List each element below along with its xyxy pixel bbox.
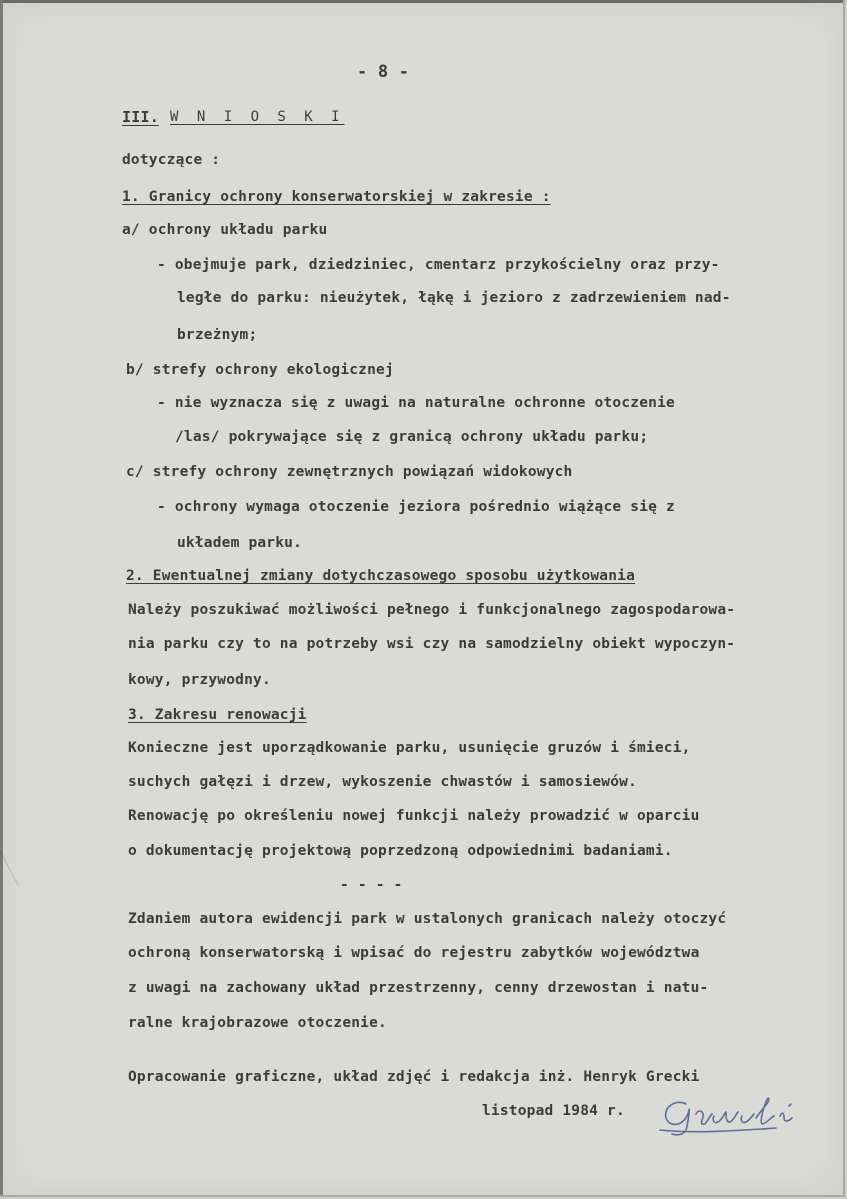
credits-line: Opracowanie graficzne, układ zdjęć i redakcja inż. Henryk Grecki [128, 1069, 700, 1085]
section3-line: o dokumentację projektową poprzedzoną odpowiednimi badaniami. [128, 843, 673, 859]
section1-b-line: - nie wyznacza się z uwagi na naturalne ochronne otoczenie [157, 395, 675, 411]
separator: - - - - [340, 877, 403, 893]
section3-line: suchych gałęzi i drzew, wykoszenie chwastów i samosiewów. [128, 774, 637, 790]
page-edge-top [0, 0, 843, 3]
section2-line: nia parku czy to na potrzeby wsi czy na samodzielny obiekt wypoczyn- [128, 636, 736, 652]
section1-c-label: c/ strefy ochrony zewnętrznych powiązań widokowych [126, 464, 573, 480]
section2-line: Należy poszukiwać możliwości pełnego i funkcjonalnego zagospodarowa- [128, 602, 736, 618]
page-edge-left [0, 0, 3, 1195]
section2-line: kowy, przywodny. [128, 672, 271, 688]
section2-title: 2. Ewentualnej zmiany dotychczasowego sposobu użytkowania [126, 568, 635, 584]
section1-b-label: b/ strefy ochrony ekologicznej [126, 362, 394, 378]
heading-prefix: III. [122, 108, 159, 126]
section3-line: Konieczne jest uporządkowanie parku, usunięcie gruzów i śmieci, [128, 740, 691, 756]
heading-word: W N I O S K I [170, 109, 345, 125]
conclusion-line: Zdaniem autora ewidencji park w ustalonych granicach należy otoczyć [128, 911, 727, 927]
section1-a-line: ległe do parku: nieużytek, łąkę i jezioro z zadrzewieniem nad- [177, 290, 731, 306]
section1-a-line: - obejmuje park, dziedziniec, cmentarz przykościelny oraz przy- [157, 257, 720, 273]
conclusion-line: ochroną konserwatorską i wpisać do rejestru zabytków województwa [128, 945, 700, 961]
section1-a-line: brzeżnym; [177, 327, 258, 343]
section3-line: Renowację po określeniu nowej funkcji należy prowadzić w oparciu [128, 808, 700, 824]
handwritten-signature [656, 1090, 826, 1138]
section1-c-line: - ochrony wymaga otoczenie jeziora pośrednio wiążące się z [157, 499, 675, 515]
section1-title: 1. Granicy ochrony konserwatorskiej w zakresie : [122, 189, 551, 205]
section1-c-line: układem parku. [177, 535, 303, 551]
section1-a-label: a/ ochrony układu parku [122, 222, 328, 238]
conclusion-line: z uwagi na zachowany układ przestrzenny, cenny drzewostan i natu- [128, 980, 709, 996]
date-line: listopad 1984 r. [482, 1103, 625, 1119]
page-number: - 8 - [357, 62, 410, 82]
section1-b-line: /las/ pokrywające się z granicą ochrony układu parku; [175, 429, 649, 445]
conclusion-line: ralne krajobrazowe otoczenie. [128, 1015, 387, 1031]
intro-text: dotyczące : [122, 152, 221, 168]
section3-title: 3. Zakresu renowacji [128, 707, 307, 723]
